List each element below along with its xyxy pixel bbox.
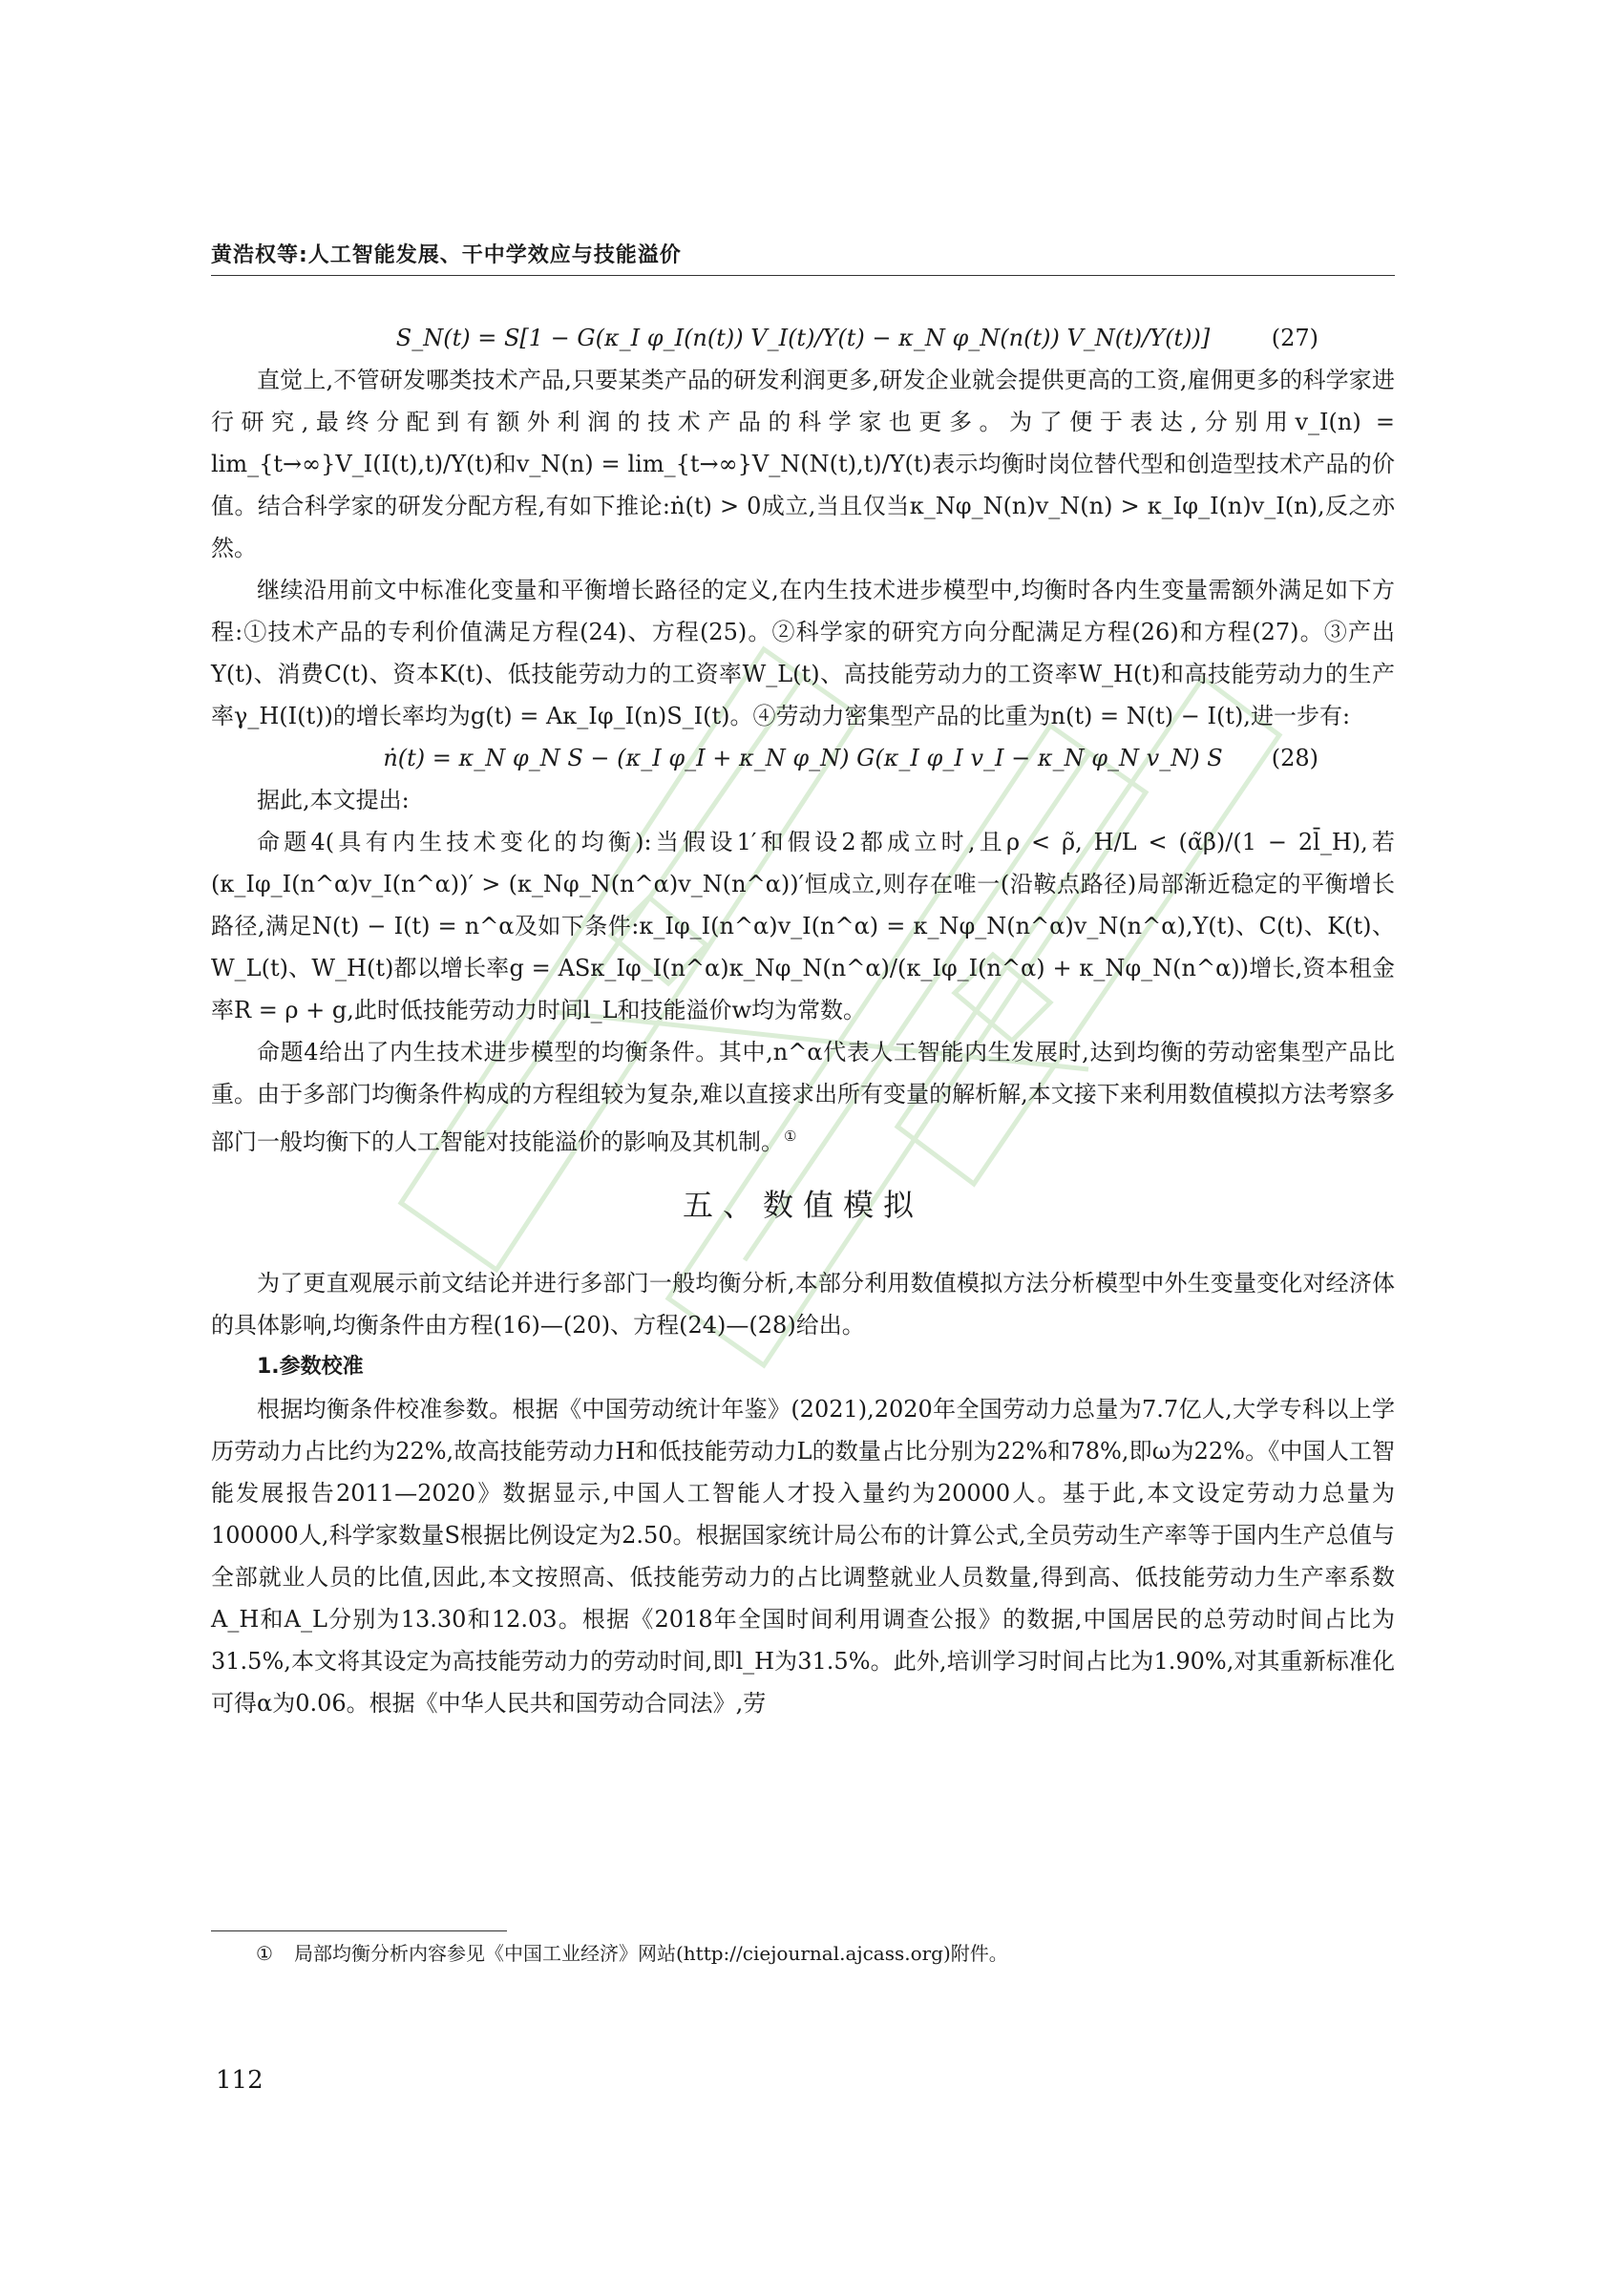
footnote [256, 1938, 1008, 1969]
paragraph-5-text: 命题4给出了内生技术进步模型的均衡条件。其中,n^α代表人工智能内生发展时,达到均衡的劳动密集型产品比重。由于多部门均衡条件构成的方程组较为复杂,难以直接求出所有变量的解析解,本文接下来利用数值模拟方法考察多部门一般均衡下的人工智能对技能溢价的影响及其机制。 [211, 1039, 1395, 1155]
footnote-text: 局部均衡分析内容参见《中国工业经济》网站(http://ciejournal.ajcass.org)附件。 [294, 1942, 1008, 1965]
paragraph-3: 据此,本文提出: [257, 787, 410, 813]
equation-28-number: (28) [1271, 745, 1318, 771]
subsection-heading: 1.参数校准 [257, 1355, 364, 1379]
header-rule [211, 275, 1395, 276]
footnote-rule [211, 1930, 507, 1931]
paragraph-4: 命题4(具有内生技术变化的均衡):当假设1′和假设2都成立时,且ρ < ρ̃, H/L < (α̃β)/(1 − 2l̄_H),若(κ_Iφ_I(n^α)v_I(n^α))′ > (κ_Nφ_N(n^α)v_N(n^α))′恒成立,则存在唯一(沿鞍点路径)局部渐近稳定的平衡增长路径,满足N(t) − I(t) = n^α及如下条件:κ_Iφ_I(n^α)v_I(n^α) = κ_Nφ_N(n^α)v_N(n^α),Y(t)、C(t)、K(t)、W_L(t)、W_H(t)都以增长率g = ASκ_Iφ_I(n^α)κ_Nφ_N(n^α)/(κ_Iφ_I(n^α) + κ_Nφ_N(n^α))增长,资本租金率R = ρ + g,此时低技能劳动力时间l_L和技能溢价w均为常数。 [211, 829, 1395, 1023]
footnote-mark: ① [256, 1942, 273, 1965]
equation-27 [211, 317, 1395, 359]
equation-28 [211, 737, 1395, 779]
section-title: 五、数值模拟 [682, 1187, 923, 1223]
equation-28-formula: ṅ(t) = κ_N φ_N S − (κ_I φ_I + κ_N φ_N) G(κ_I φ_I v_I − κ_N φ_N v_N) S [383, 745, 1223, 771]
equation-27-formula: S_N(t) = S[1 − G(κ_I φ_I(n(t)) V_I(t)/Y(t) − κ_N φ_N(n(t)) V_N(t)/Y(t))] [395, 325, 1211, 351]
paragraph-7: 根据均衡条件校准参数。根据《中国劳动统计年鉴》(2021),2020年全国劳动力总量为7.7亿人,大学专科以上学历劳动力占比约为22%,故高技能劳动力H和低技能劳动力L的数量占比分别为22%和78%,即ω为22%。《中国人工智能发展报告2011—2020》数据显示,中国人工智能人才投入量约为20000人。基于此,本文设定劳动力总量为100000人,科学家数量S根据比例设定为2.50。根据国家统计局公布的计算公式,全员劳动生产率等于国内生产总值与全部就业人员的比值,因此,本文按照高、低技能劳动力的占比调整就业人员数量,得到高、低技能劳动力生产率系数A_H和A_L分别为13.30和12.03。根据《2018年全国时间利用调查公报》的数据,中国居民的总劳动时间占比为31.5%,本文将其设定为高技能劳动力的劳动时间,即l_H为31.5%。此外,培训学习时间占比为1.90%,对其重新标准化可得α为0.06。根据《中华人民共和国劳动合同法》,劳 [211, 1396, 1395, 1717]
page-number: 112 [216, 2066, 264, 2095]
main-text [211, 317, 1395, 1724]
paragraph-2: 继续沿用前文中标准化变量和平衡增长路径的定义,在内生技术进步模型中,均衡时各内生变量需额外满足如下方程:①技术产品的专利价值满足方程(24)、方程(25)。②科学家的研究方向分配满足方程(26)和方程(27)。③产出Y(t)、消费C(t)、资本K(t)、低技能劳动力的工资率W_L(t)、高技能劳动力的工资率W_H(t)和高技能劳动力的生产率γ_H(I(t))的增长率均为g(t) = Aκ_Iφ_I(n)S_I(t)。④劳动力密集型产品的比重为n(t) = N(t) − I(t),进一步有: [211, 577, 1395, 729]
paragraph-5 [211, 1031, 1395, 1163]
paragraph-1: 直觉上,不管研发哪类技术产品,只要某类产品的研发利润更多,研发企业就会提供更高的工资,雇佣更多的科学家进行研究,最终分配到有额外利润的技术产品的科学家也更多。为了便于表达,分别用v_I(n) = lim_{t→∞}V_I(I(t),t)/Y(t)和v_N(n) = lim_{t→∞}V_N(N(t),t)/Y(t)表示均衡时岗位替代型和创造型技术产品的价值。结合科学家的研发分配方程,有如下推论:ṅ(t) > 0成立,当且仅当κ_Nφ_N(n)v_N(n) > κ_Iφ_I(n)v_I(n),反之亦然。 [211, 367, 1395, 561]
running-head: 黄浩权等:人工智能发展、干中学效应与技能溢价 [211, 243, 682, 267]
equation-27-number: (27) [1271, 325, 1318, 351]
footnote-reference[interactable]: ① [784, 1128, 797, 1145]
paragraph-6: 为了更直观展示前文结论并进行多部门一般均衡分析,本部分利用数值模拟方法分析模型中外生变量变化对经济体的具体影响,均衡条件由方程(16)—(20)、方程(24)—(28)给出。 [211, 1270, 1395, 1339]
